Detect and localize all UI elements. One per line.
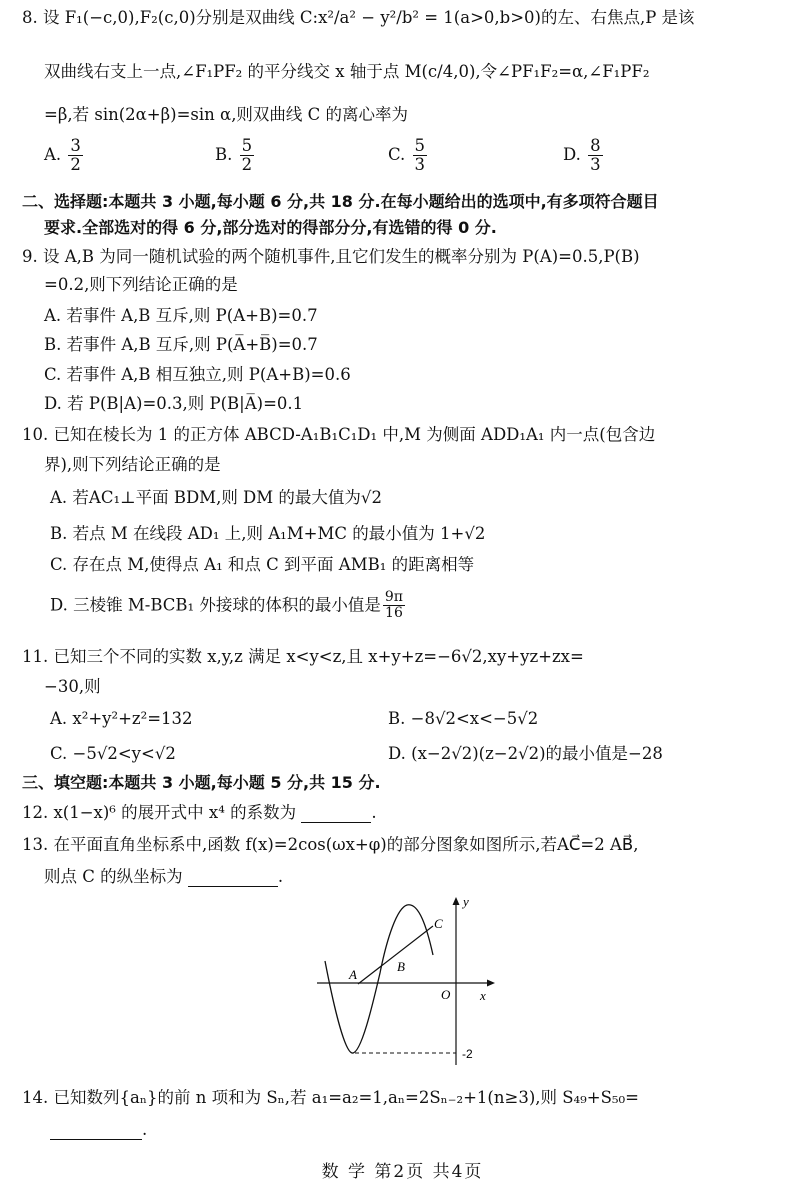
q8-line3: =β,若 sin(2α+β)=sin α,则双曲线 C 的离心率为 <box>44 105 409 124</box>
q13-line1: 13. 在平面直角坐标系中,函数 f(x)=2cos(ωx+φ)的部分图象如图所示,若AC⃗=2 AB⃗, <box>22 835 639 854</box>
option-fraction: $\frac{8}{3}$ <box>590 136 601 175</box>
cosine-curve <box>325 905 433 1053</box>
option-fraction: $\frac{5}{2}$ <box>241 136 253 175</box>
q14-line1: 14. 已知数列{aₙ}的前 n 项和为 Sₙ,若 a₁=a₂=1,aₙ=2Sₙ₋₂+1(n≥3),则 S₄₉+S₅₀= <box>22 1088 639 1107</box>
point-b-label: B <box>397 959 405 974</box>
origin-label: O <box>441 987 451 1002</box>
point-a-label: A <box>349 967 357 982</box>
section2-heading-line1: 二、选择题:本题共 3 小题,每小题 6 分,共 18 分.在每小题给出的选项中,有多项符合题目 <box>22 192 659 211</box>
q11-option-d: D. (x−2√2)(z−2√2)的最小值是−28 <box>388 744 663 763</box>
q9-option-c: C. 若事件 A,B 相互独立,则 P(A+B)=0.6 <box>44 365 351 384</box>
q10-line2: 界),则下列结论正确的是 <box>44 455 221 474</box>
point-c-label: C <box>434 916 443 931</box>
section3-heading: 三、填空题:本题共 3 小题,每小题 5 分,共 15 分. <box>22 773 381 792</box>
q11-option-a: A. x²+y²+z²=132 <box>50 709 193 728</box>
q11-line2: −30,则 <box>44 677 101 696</box>
option-fraction: $\frac{5}{3}$ <box>414 136 426 175</box>
option-label: C. <box>388 145 406 165</box>
q11-option-c: C. −5√2<y<√2 <box>50 744 176 763</box>
line-abc <box>358 926 433 984</box>
answer-blank[interactable] <box>188 869 278 887</box>
x-axis-label: x <box>480 988 486 1003</box>
option-fraction: $\frac{9\pi}{16}$ <box>384 589 403 622</box>
option-label: D. <box>563 145 581 165</box>
q10-line1: 10. 已知在棱长为 1 的正方体 ABCD-A₁B₁C₁D₁ 中,M 为侧面 ADD₁A₁ 内一点(包含边 <box>22 425 656 444</box>
q10-option-a: A. 若AC₁⊥平面 BDM,则 DM 的最大值为√2 <box>50 488 382 507</box>
q8-option-a <box>44 137 85 174</box>
q8-option-d <box>563 137 605 174</box>
question-text: 12. x(1−x)⁶ 的展开式中 x⁴ 的系数为 <box>22 803 297 822</box>
q8-option-b <box>215 137 256 174</box>
x-axis-arrow <box>487 980 495 987</box>
minus-two-label: -2 <box>462 1047 473 1061</box>
q9-option-d: D. 若 P(B|A)=0.3,则 P(B|A̅)=0.1 <box>44 394 304 413</box>
q10-option-b: B. 若点 M 在线段 AD₁ 上,则 A₁M+MC 的最小值为 1+√2 <box>50 524 486 543</box>
q11-line1: 11. 已知三个不同的实数 x,y,z 满足 x<y<z,且 x+y+z=−6√2,xy+yz+zx= <box>22 647 584 666</box>
q8-line2: 双曲线右支上一点,∠F₁PF₂ 的平分线交 x 轴于点 M(c/4,0),令∠PF₁F₂=α,∠F₁PF₂ <box>44 62 650 81</box>
q12-line: 12. x(1−x)⁶ 的展开式中 x⁴ 的系数为 . <box>22 803 377 822</box>
y-axis-label: y <box>463 894 469 909</box>
q10-option-d <box>50 590 407 622</box>
page-footer: 数 学 第2页 共4页 <box>321 1162 484 1182</box>
q9-option-b: B. 若事件 A,B 互斥,则 P(A̅+B̅)=0.7 <box>44 335 318 354</box>
option-text: D. 三棱锥 M-BCB₁ 外接球的体积的最小值是 <box>50 595 381 615</box>
answer-blank[interactable] <box>50 1122 142 1140</box>
section2-heading-line2: 要求.全部选对的得 6 分,部分选对的得部分分,有选错的得 0 分. <box>44 218 497 237</box>
answer-blank[interactable] <box>301 805 371 823</box>
function-graph <box>315 893 505 1068</box>
y-axis-arrow <box>453 897 460 905</box>
q9-option-a: A. 若事件 A,B 互斥,则 P(A+B)=0.7 <box>44 306 318 325</box>
option-label: B. <box>215 145 233 165</box>
option-fraction: $\frac{3}{2}$ <box>70 136 81 175</box>
q11-option-b: B. −8√2<x<−5√2 <box>388 709 539 728</box>
question-text: 则点 C 的纵坐标为 <box>44 867 183 886</box>
q10-option-c: C. 存在点 M,使得点 A₁ 和点 C 到平面 AMB₁ 的距离相等 <box>50 555 475 574</box>
option-label: A. <box>44 145 62 165</box>
q8-line1: 8. 设 F₁(−c,0),F₂(c,0)分别是双曲线 C:x²/a² − y²/b² = 1(a>0,b>0)的左、右焦点,P 是该 <box>22 8 695 27</box>
q9-line1: 9. 设 A,B 为同一随机试验的两个随机事件,且它们发生的概率分别为 P(A)=0.5,P(B) <box>22 247 640 266</box>
q14-line2: . <box>50 1122 147 1140</box>
q13-line2: 则点 C 的纵坐标为 . <box>44 867 284 886</box>
q8-option-c <box>388 137 429 174</box>
q9-line2: =0.2,则下列结论正确的是 <box>44 275 238 294</box>
